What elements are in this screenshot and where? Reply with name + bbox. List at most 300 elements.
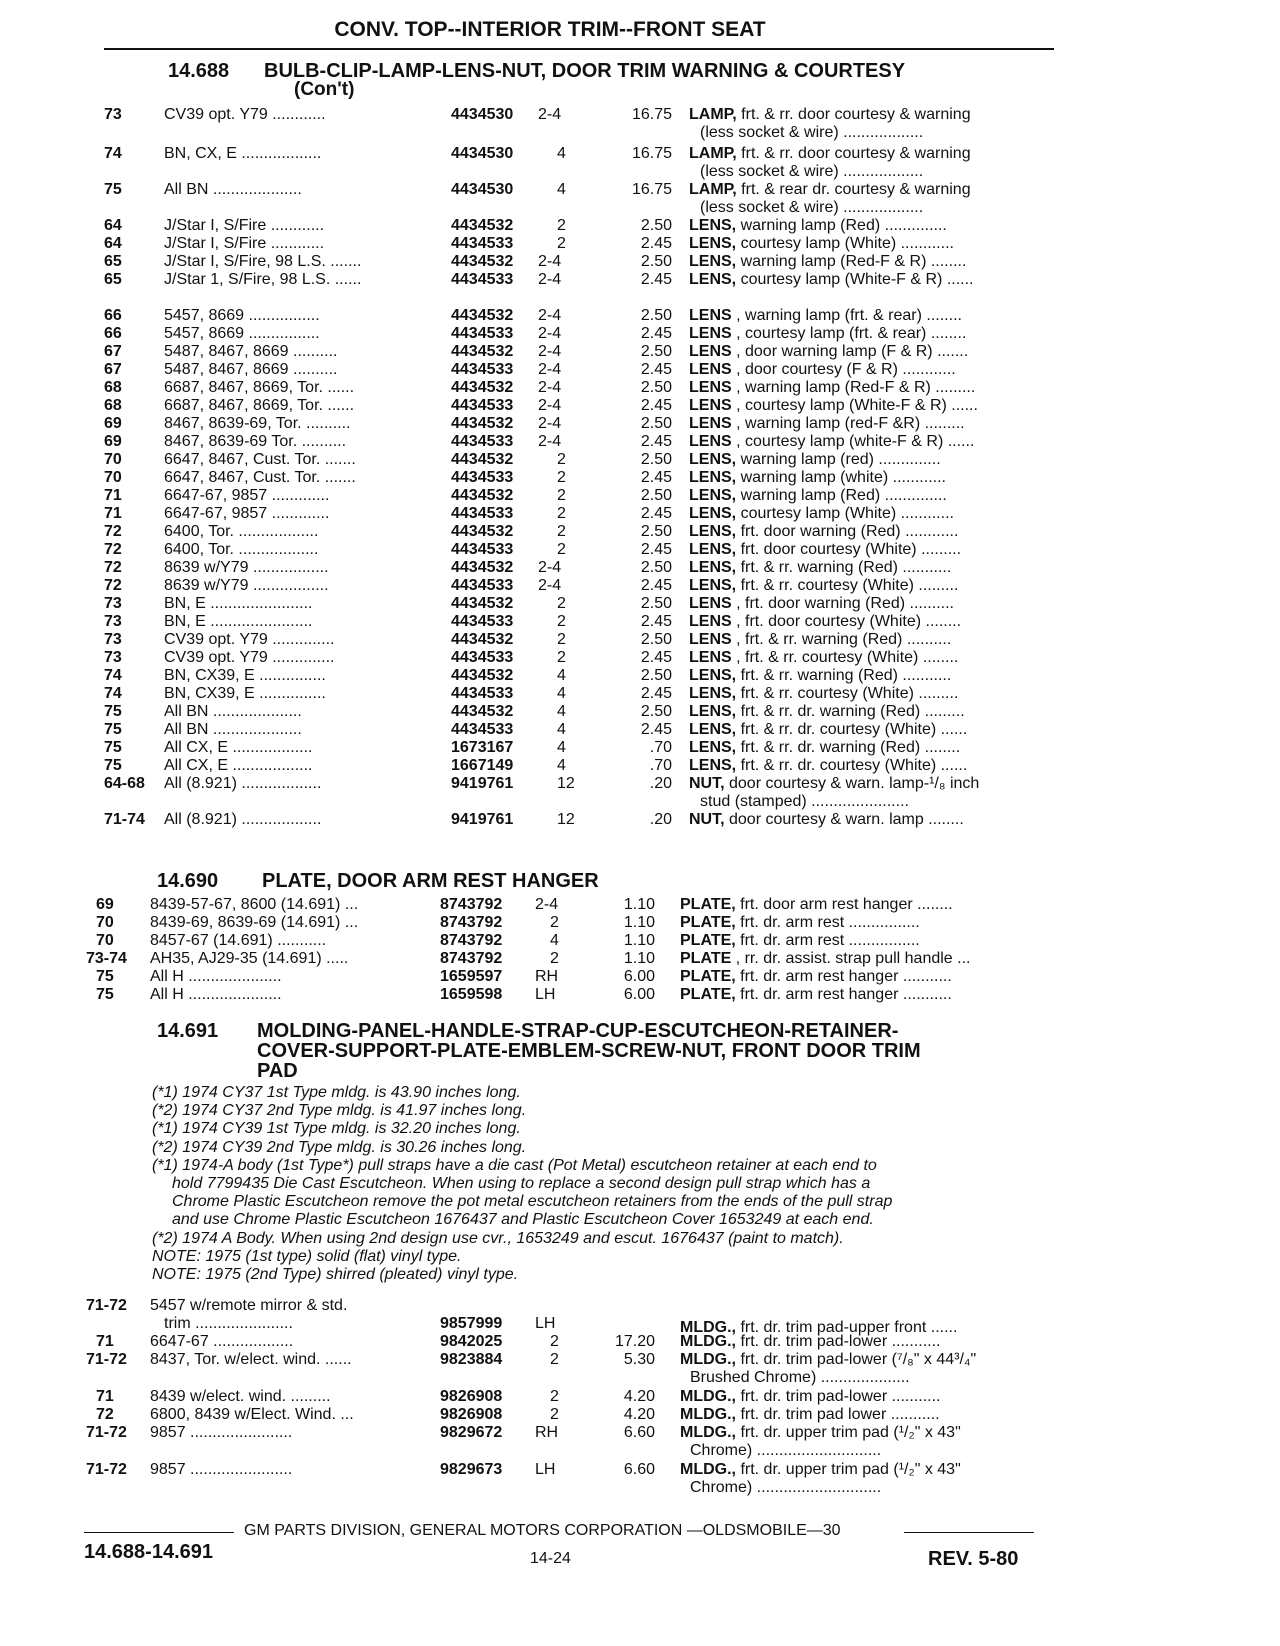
price-cell: 2.45 xyxy=(640,649,672,666)
model-cell: J/Star I, S/Fire ............ xyxy=(164,217,325,234)
year-cell: 75 xyxy=(96,968,114,985)
model-cell: 8439-69, 8639-69 (14.691) ... xyxy=(150,914,359,931)
description-text: courtesy lamp (White) ............ xyxy=(736,235,954,252)
price-cell: 17.20 xyxy=(614,1333,655,1350)
quantity-cell: 2 xyxy=(550,914,559,931)
parts-row xyxy=(0,576,1280,595)
model-cell: 6647, 8467, Cust. Tor. ....... xyxy=(164,451,356,468)
quantity-cell: 2-4 xyxy=(538,379,562,396)
note-line: (*1) 1974-A body (1st Type*) pull straps have a die cast (Pot Metal) escutcheon retainer at each end to xyxy=(152,1156,877,1174)
quantity-cell: RH xyxy=(535,1424,559,1441)
description-text: , courtesy lamp (white-F & R) ...... xyxy=(731,433,975,450)
part-number-cell: 4434532 xyxy=(451,379,514,396)
note-line: Chrome Plastic Escutcheon remove the pot metal escutcheon retainers from the ends of the pull strap xyxy=(172,1193,893,1211)
footer-text: GM PARTS DIVISION, GENERAL MOTORS CORPORATION —OLDSMOBILE—30 xyxy=(244,1522,841,1539)
description-text: frt. door warning (Red) ............ xyxy=(736,523,959,540)
price-cell: 6.60 xyxy=(623,1461,655,1478)
parts-row xyxy=(0,234,1280,253)
description-text: door courtesy & warn. lamp-¹/₈ inch xyxy=(724,775,980,792)
parts-row xyxy=(0,558,1280,577)
price-cell: 2.50 xyxy=(640,451,672,468)
quantity-cell: 2-4 xyxy=(538,361,562,378)
part-number-cell: 4434530 xyxy=(451,106,514,123)
parts-row xyxy=(0,1296,1280,1315)
description-cell xyxy=(680,949,1050,968)
part-number-cell: 8743792 xyxy=(440,896,503,913)
description-keyword: LENS, xyxy=(689,757,737,774)
quantity-cell: 2 xyxy=(557,469,566,486)
model-cell: 6647-67, 9857 ............. xyxy=(164,505,330,522)
quantity-cell: 4 xyxy=(557,721,566,738)
part-number-cell: 9826908 xyxy=(440,1406,503,1423)
price-cell: 1.10 xyxy=(623,932,655,949)
note-line: NOTE: 1975 (2nd Type) shirred (pleated) vinyl type. xyxy=(152,1266,519,1284)
description-text: frt. & rr. courtesy (White) ......... xyxy=(736,577,959,594)
model-cell: All BN .................... xyxy=(164,703,302,720)
year-cell: 75 xyxy=(104,181,122,198)
parts-row xyxy=(0,378,1280,397)
year-cell: 73-74 xyxy=(86,950,127,967)
description-text: frt. dr. trim pad-lower (⁷/₈" x 44³/₄" xyxy=(736,1351,977,1368)
part-number-cell: 4434532 xyxy=(451,631,514,648)
parts-row xyxy=(0,1423,1280,1442)
description-cell xyxy=(689,684,1054,703)
model-cell: 6687, 8467, 8669, Tor. ...... xyxy=(164,379,355,396)
section-title-line-2: COVER-SUPPORT-PLATE-EMBLEM-SCREW-NUT, FRONT DOOR TRIM xyxy=(257,1040,921,1062)
quantity-cell: 2 xyxy=(557,235,566,252)
description-cell xyxy=(680,913,1050,932)
part-number-cell: 9826908 xyxy=(440,1388,503,1405)
description-cell xyxy=(689,105,1054,124)
parts-row xyxy=(0,774,1280,793)
year-cell: 71-72 xyxy=(86,1297,127,1314)
parts-row xyxy=(0,396,1280,415)
year-cell: 64 xyxy=(104,217,122,234)
description-text: frt. & rr. courtesy (White) ......... xyxy=(736,685,959,702)
model-cell: BN, CX39, E ............... xyxy=(164,667,326,684)
description-text: frt. dr. arm rest hanger ........... xyxy=(735,968,952,985)
description-keyword: LAMP, xyxy=(689,181,737,198)
part-number-cell: 4434530 xyxy=(451,145,514,162)
quantity-cell: 2 xyxy=(557,217,566,234)
description-keyword: PLATE, xyxy=(680,968,736,985)
price-cell: 2.50 xyxy=(640,217,672,234)
parts-row xyxy=(0,702,1280,721)
quantity-cell: 4 xyxy=(557,703,566,720)
description-text: , frt. door warning (Red) .......... xyxy=(731,595,954,612)
description-continuation: (less socket & wire) .................. xyxy=(700,199,924,216)
year-cell: 72 xyxy=(104,541,122,558)
description-cell xyxy=(689,216,1054,235)
description-keyword: PLATE, xyxy=(680,896,736,913)
parts-row xyxy=(0,468,1280,487)
description-text: frt. & rr. warning (Red) ........... xyxy=(736,559,952,576)
year-cell: 71-74 xyxy=(104,811,145,828)
quantity-cell: 2-4 xyxy=(538,559,562,576)
year-cell: 71-72 xyxy=(86,1424,127,1441)
model-cell: 8437, Tor. w/elect. wind. ...... xyxy=(150,1351,352,1368)
part-number-cell: 4434533 xyxy=(451,433,514,450)
parts-row xyxy=(0,648,1280,667)
description-text: frt. dr. trim pad lower ........... xyxy=(736,1406,940,1423)
description-cell xyxy=(689,396,1054,415)
description-cell xyxy=(689,522,1054,541)
year-cell: 70 xyxy=(104,469,122,486)
description-text: , warning lamp (Red-F & R) ......... xyxy=(731,379,976,396)
price-cell: 2.45 xyxy=(640,613,672,630)
part-number-cell: 4434532 xyxy=(451,559,514,576)
description-cell xyxy=(689,738,1054,757)
description-cell xyxy=(689,756,1054,775)
price-cell: 2.50 xyxy=(640,415,672,432)
description-keyword: LENS, xyxy=(689,217,737,234)
description-cell xyxy=(689,324,1054,343)
quantity-cell: 2-4 xyxy=(538,433,562,450)
part-number-cell: 4434533 xyxy=(451,505,514,522)
price-cell: 2.45 xyxy=(640,325,672,342)
description-cell xyxy=(680,1460,1050,1479)
quantity-cell: 2-4 xyxy=(538,271,562,288)
description-text: warning lamp (white) ............ xyxy=(736,469,946,486)
parts-row xyxy=(0,216,1280,235)
description-keyword: LENS, xyxy=(689,469,737,486)
model-cell: All BN .................... xyxy=(164,181,302,198)
description-keyword: MLDG., xyxy=(680,1319,736,1336)
year-cell: 71-72 xyxy=(86,1461,127,1478)
part-number-cell: 8743792 xyxy=(440,932,503,949)
description-keyword: MLDG., xyxy=(680,1424,736,1441)
description-text: warning lamp (Red) .............. xyxy=(736,487,947,504)
price-cell: 2.45 xyxy=(640,577,672,594)
year-cell: 74 xyxy=(104,145,122,162)
description-text: frt. & rr. dr. courtesy (White) ...... xyxy=(736,757,968,774)
price-cell: 2.45 xyxy=(640,271,672,288)
description-text: frt. dr. trim pad-lower ........... xyxy=(736,1388,941,1405)
description-text: frt. & rear dr. courtesy & warning xyxy=(736,181,971,198)
model-cell: 8639 w/Y79 ................. xyxy=(164,559,329,576)
parts-row xyxy=(0,913,1280,932)
year-cell: 68 xyxy=(104,379,122,396)
parts-row xyxy=(0,720,1280,739)
section-14-688-heading xyxy=(168,60,905,101)
model-cell: 5457 w/remote mirror & std. xyxy=(150,1297,348,1314)
price-cell: 2.45 xyxy=(640,235,672,252)
price-cell: 2.45 xyxy=(640,361,672,378)
part-number-cell: 9823884 xyxy=(440,1351,503,1368)
model-cell: trim ...................... xyxy=(164,1315,293,1332)
price-cell: 5.30 xyxy=(623,1351,655,1368)
year-cell: 75 xyxy=(104,757,122,774)
price-cell: 2.50 xyxy=(640,703,672,720)
parts-row xyxy=(0,756,1280,775)
part-number-cell: 8743792 xyxy=(440,914,503,931)
description-keyword: LENS xyxy=(689,397,732,414)
note-line: and use Chrome Plastic Escutcheon 1676437 and Plastic Escutcheon Cover 1653249 at each end. xyxy=(172,1211,874,1229)
parts-row xyxy=(0,306,1280,325)
parts-row xyxy=(0,432,1280,451)
quantity-cell: LH xyxy=(535,986,556,1003)
model-cell: J/Star I, S/Fire, 98 L.S. ....... xyxy=(164,253,362,270)
price-cell: 4.20 xyxy=(623,1406,655,1423)
model-cell: BN, CX39, E ............... xyxy=(164,685,326,702)
parts-row xyxy=(0,504,1280,523)
description-text: frt. door courtesy (White) ......... xyxy=(736,541,962,558)
parts-row xyxy=(0,342,1280,361)
description-cell xyxy=(680,895,1050,914)
model-cell: 5457, 8669 ................ xyxy=(164,307,320,324)
year-cell: 66 xyxy=(104,325,122,342)
part-number-cell: 4434533 xyxy=(451,235,514,252)
parts-row xyxy=(0,612,1280,631)
description-cell xyxy=(680,1405,1050,1424)
price-cell: 2.45 xyxy=(640,469,672,486)
parts-row xyxy=(0,630,1280,649)
description-keyword: LENS xyxy=(689,307,732,324)
model-cell: All H ..................... xyxy=(150,968,282,985)
model-cell: All CX, E .................. xyxy=(164,757,313,774)
description-keyword: LENS, xyxy=(689,523,737,540)
description-text: frt. dr. trim pad-lower ........... xyxy=(736,1333,941,1350)
model-cell: 6400, Tor. .................. xyxy=(164,541,319,558)
part-number-cell: 1659597 xyxy=(440,968,503,985)
parts-row xyxy=(0,985,1280,1004)
quantity-cell: 2 xyxy=(557,523,566,540)
description-keyword: PLATE, xyxy=(680,932,736,949)
description-continuation: Chrome) ............................ xyxy=(690,1479,882,1496)
parts-row xyxy=(0,684,1280,703)
part-number-cell: 9419761 xyxy=(451,811,514,828)
description-continuation: stud (stamped) ...................... xyxy=(700,793,909,810)
model-cell: 6647-67, 9857 ............. xyxy=(164,487,330,504)
model-cell: J/Star I, S/Fire ............ xyxy=(164,235,325,252)
quantity-cell: 4 xyxy=(557,181,566,198)
price-cell: .20 xyxy=(649,775,672,792)
year-cell: 69 xyxy=(104,415,122,432)
model-cell: 8457-67 (14.691) ........... xyxy=(150,932,327,949)
model-cell: 8439-57-67, 8600 (14.691) ... xyxy=(150,896,359,913)
year-cell: 74 xyxy=(104,685,122,702)
notes-block xyxy=(152,1084,892,1284)
year-cell: 70 xyxy=(104,451,122,468)
price-cell: 2.45 xyxy=(640,505,672,522)
section-title: PLATE, DOOR ARM REST HANGER xyxy=(262,870,599,892)
parts-row xyxy=(0,450,1280,469)
description-text: frt. dr. upper trim pad (¹/₂" x 43" xyxy=(736,1461,961,1478)
note-line: NOTE: 1975 (1st type) solid (flat) vinyl type. xyxy=(152,1247,462,1265)
description-text: , door warning lamp (F & R) ....... xyxy=(731,343,969,360)
quantity-cell: 2 xyxy=(557,505,566,522)
header-rule xyxy=(104,48,1054,50)
part-number-cell: 4434533 xyxy=(451,541,514,558)
quantity-cell: 2 xyxy=(550,1351,559,1368)
quantity-cell: 4 xyxy=(550,932,559,949)
note-line: (*2) 1974 A Body. When using 2nd design use cvr., 1653249 and escut. 1676437 (paint to match). xyxy=(152,1229,844,1247)
year-cell: 67 xyxy=(104,361,122,378)
description-keyword: LENS xyxy=(689,613,732,630)
section-14-690-heading xyxy=(157,870,599,893)
description-cell xyxy=(680,967,1050,986)
description-cell xyxy=(680,1387,1050,1406)
price-cell: 2.50 xyxy=(640,343,672,360)
price-cell: 2.50 xyxy=(640,487,672,504)
price-cell: 2.45 xyxy=(640,685,672,702)
price-cell: 2.50 xyxy=(640,523,672,540)
description-text: , warning lamp (frt. & rear) ........ xyxy=(731,307,962,324)
quantity-cell: LH xyxy=(535,1315,556,1332)
description-cell xyxy=(680,1350,1050,1369)
year-cell: 73 xyxy=(104,649,122,666)
description-keyword: LENS xyxy=(689,379,732,396)
parts-row xyxy=(0,1460,1280,1479)
description-text: frt. dr. arm rest ................ xyxy=(735,932,920,949)
quantity-cell: 2 xyxy=(550,1388,559,1405)
description-keyword: LENS xyxy=(689,415,732,432)
part-number-cell: 4434533 xyxy=(451,721,514,738)
price-cell: 2.45 xyxy=(640,541,672,558)
quantity-cell: 2 xyxy=(557,451,566,468)
description-cell xyxy=(689,666,1054,685)
description-keyword: LENS, xyxy=(689,451,737,468)
year-cell: 65 xyxy=(104,271,122,288)
description-keyword: LENS xyxy=(689,433,732,450)
description-cell xyxy=(689,450,1054,469)
price-cell: 2.45 xyxy=(640,721,672,738)
description-text: , frt. door courtesy (White) ........ xyxy=(731,613,962,630)
model-cell: 6647-67 .................. xyxy=(150,1333,294,1350)
description-cell xyxy=(689,486,1054,505)
part-number-cell: 4434532 xyxy=(451,487,514,504)
parts-row xyxy=(0,738,1280,757)
price-cell: 1.10 xyxy=(623,896,655,913)
price-cell: 16.75 xyxy=(631,106,672,123)
year-cell: 67 xyxy=(104,343,122,360)
footer-section-range: 14.688-14.691 xyxy=(84,1541,214,1563)
part-number-cell: 9857999 xyxy=(440,1315,503,1332)
year-cell: 73 xyxy=(104,613,122,630)
year-cell: 66 xyxy=(104,307,122,324)
model-cell: All (8.921) .................. xyxy=(164,775,322,792)
description-cell xyxy=(689,540,1054,559)
model-cell: 6800, 8439 w/Elect. Wind. ... xyxy=(150,1406,354,1423)
part-number-cell: 9829672 xyxy=(440,1424,503,1441)
part-number-cell: 4434533 xyxy=(451,361,514,378)
description-keyword: LENS, xyxy=(689,739,737,756)
part-number-cell: 4434532 xyxy=(451,307,514,324)
description-cell xyxy=(689,270,1054,289)
description-keyword: LENS xyxy=(689,361,732,378)
quantity-cell: 2 xyxy=(557,595,566,612)
price-cell: 2.45 xyxy=(640,433,672,450)
description-text: frt. dr. trim pad-upper front ...... xyxy=(736,1319,958,1336)
price-cell: 2.50 xyxy=(640,595,672,612)
year-cell: 68 xyxy=(104,397,122,414)
model-cell: 5457, 8669 ................ xyxy=(164,325,320,342)
section-title: BULB-CLIP-LAMP-LENS-NUT, DOOR TRIM WARNING & COURTESY xyxy=(264,60,906,82)
model-cell: All H ..................... xyxy=(150,986,282,1003)
model-cell: All BN .................... xyxy=(164,721,302,738)
price-cell: 6.00 xyxy=(623,986,655,1003)
price-cell: 2.45 xyxy=(640,397,672,414)
model-cell: 8467, 8639-69 Tor. .......... xyxy=(164,433,347,450)
description-keyword: LENS, xyxy=(689,721,737,738)
price-cell: 2.50 xyxy=(640,253,672,270)
description-text: , frt. & rr. courtesy (White) ........ xyxy=(731,649,959,666)
parts-row xyxy=(0,810,1280,829)
description-cell xyxy=(689,576,1054,595)
year-cell: 75 xyxy=(104,739,122,756)
parts-row xyxy=(0,1350,1280,1369)
section-title-line-1: MOLDING-PANEL-HANDLE-STRAP-CUP-ESCUTCHEON-RETAINER- xyxy=(257,1020,899,1042)
year-cell: 75 xyxy=(96,986,114,1003)
note-line: (*1) 1974 CY39 1st Type mldg. is 32.20 inches long. xyxy=(152,1120,521,1138)
parts-row xyxy=(0,895,1280,914)
description-cell xyxy=(689,234,1054,253)
year-cell: 73 xyxy=(104,106,122,123)
description-text: warning lamp (Red-F & R) ........ xyxy=(736,253,967,270)
description-text: door courtesy & warn. lamp ........ xyxy=(724,811,964,828)
description-text: frt. door arm rest hanger ........ xyxy=(735,896,953,913)
part-number-cell: 1659598 xyxy=(440,986,503,1003)
price-cell: 1.10 xyxy=(623,950,655,967)
description-keyword: LENS, xyxy=(689,685,737,702)
description-cell xyxy=(680,1423,1050,1442)
quantity-cell: 4 xyxy=(557,685,566,702)
description-keyword: MLDG., xyxy=(680,1406,736,1423)
part-number-cell: 1667149 xyxy=(451,757,514,774)
section-continued: (Con't) xyxy=(294,79,355,100)
part-number-cell: 4434532 xyxy=(451,523,514,540)
description-text: frt. dr. arm rest hanger ........... xyxy=(735,986,952,1003)
year-cell: 73 xyxy=(104,631,122,648)
section-title-line-3: PAD xyxy=(257,1060,298,1082)
description-keyword: LENS xyxy=(689,649,732,666)
parts-row xyxy=(0,594,1280,613)
part-number-cell: 4434533 xyxy=(451,577,514,594)
model-cell: 9857 ....................... xyxy=(150,1424,293,1441)
part-number-cell: 9419761 xyxy=(451,775,514,792)
quantity-cell: 2-4 xyxy=(538,325,562,342)
year-cell: 71 xyxy=(104,505,122,522)
year-cell: 72 xyxy=(104,559,122,576)
description-cell xyxy=(689,144,1054,163)
quantity-cell: 2 xyxy=(557,631,566,648)
description-cell xyxy=(689,414,1054,433)
model-cell: BN, E ....................... xyxy=(164,613,313,630)
part-number-cell: 4434533 xyxy=(451,325,514,342)
price-cell: 2.50 xyxy=(640,307,672,324)
description-cell xyxy=(689,594,1054,613)
description-text: , courtesy lamp (White-F & R) ...... xyxy=(731,397,978,414)
description-text: , door courtesy (F & R) ............ xyxy=(731,361,956,378)
description-text: frt. & rr. dr. warning (Red) ........ xyxy=(736,739,961,756)
part-number-cell: 1673167 xyxy=(451,739,514,756)
part-number-cell: 4434532 xyxy=(451,595,514,612)
description-cell xyxy=(689,774,1054,793)
footer-rule-left xyxy=(84,1532,234,1533)
price-cell: 16.75 xyxy=(631,145,672,162)
description-keyword: PLATE, xyxy=(680,986,736,1003)
description-text: courtesy lamp (White) ............ xyxy=(736,505,954,522)
description-keyword: LENS, xyxy=(689,541,737,558)
description-keyword: LENS, xyxy=(689,235,737,252)
quantity-cell: LH xyxy=(535,1461,556,1478)
year-cell: 71 xyxy=(104,487,122,504)
model-cell: 6687, 8467, 8669, Tor. ...... xyxy=(164,397,355,414)
model-cell: 5487, 8467, 8669 .......... xyxy=(164,361,338,378)
year-cell: 71 xyxy=(96,1333,114,1350)
quantity-cell: 4 xyxy=(557,739,566,756)
part-number-cell: 4434532 xyxy=(451,667,514,684)
